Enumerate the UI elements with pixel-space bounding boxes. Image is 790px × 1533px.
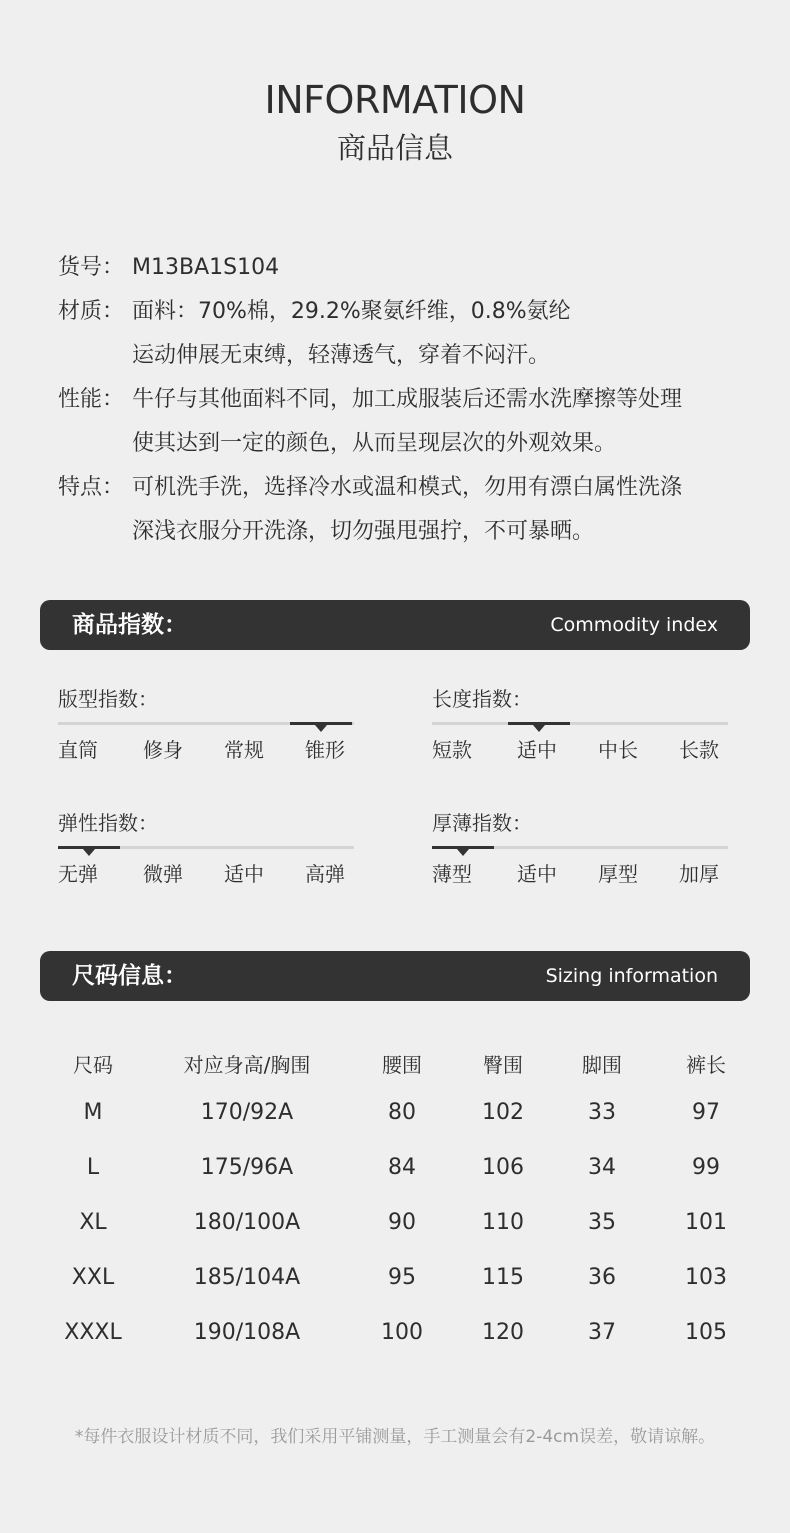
table-cell: 34 (588, 1155, 616, 1180)
table-cell: 101 (685, 1210, 727, 1235)
index-thickness (432, 809, 728, 886)
info-text: M13BA1S104 (132, 255, 280, 280)
index-track (58, 846, 354, 849)
table-cell: 190/108A (193, 1320, 301, 1345)
index-pointer-icon (315, 725, 327, 732)
table-cell: 84 (388, 1155, 416, 1180)
table-cell: XL (79, 1210, 107, 1235)
table-cell: 97 (692, 1100, 720, 1125)
info-text: 深浅衣服分开洗涤，切勿强甩强拧，不可暴晒。 (132, 519, 595, 544)
table-cell: 120 (482, 1320, 524, 1345)
info-label: 性能： (58, 387, 125, 412)
index-option: 微弹 (143, 862, 183, 886)
commodity-index-header (40, 600, 750, 650)
index-option: 适中 (517, 862, 557, 886)
index-option: 适中 (224, 862, 264, 886)
index-fit (58, 685, 354, 762)
index-length (432, 685, 728, 762)
table-cell: 180/100A (193, 1210, 301, 1235)
index-option: 直筒 (58, 738, 98, 762)
column-header: 裤长 (686, 1053, 726, 1077)
table-cell: 105 (685, 1320, 727, 1345)
index-elasticity (58, 809, 354, 886)
index-option: 长款 (679, 738, 719, 762)
page-title-cn: 商品信息 (336, 131, 453, 165)
table-cell: 175/96A (200, 1155, 294, 1180)
index-track (58, 722, 354, 725)
table-cell: M (83, 1100, 103, 1125)
column-header: 臀围 (483, 1053, 523, 1077)
index-option: 薄型 (432, 862, 472, 886)
index-label: 厚薄指数： (432, 811, 532, 835)
info-text: 牛仔与其他面料不同，加工成服装后还需水洗摩擦等处理 (132, 387, 683, 412)
index-option: 加厚 (679, 862, 719, 886)
info-row-material (58, 290, 778, 378)
info-text: 使其达到一定的颜色，从而呈现层次的外观效果。 (132, 431, 617, 456)
table-row (40, 1313, 750, 1368)
measurement-footnote: *每件衣服设计材质不同，我们采用平铺测量，手工测量会有2-4cm误差，敬请谅解。 (74, 1427, 716, 1447)
table-cell: 185/104A (193, 1265, 301, 1290)
index-option: 高弹 (305, 862, 345, 886)
table-cell: 33 (588, 1100, 616, 1125)
size-table-header (40, 1045, 750, 1093)
index-pointer-icon (533, 725, 545, 732)
info-row-performance (58, 378, 778, 466)
info-label: 货号： (58, 255, 125, 280)
table-cell: 110 (482, 1210, 524, 1235)
table-cell: 102 (482, 1100, 524, 1125)
index-label: 版型指数： (58, 687, 158, 711)
info-text: 运动伸展无束缚，轻薄透气，穿着不闷汗。 (132, 343, 551, 368)
sizing-header (40, 951, 750, 1001)
table-row (40, 1148, 750, 1203)
index-option: 短款 (432, 738, 472, 762)
commodity-index-title-en: Commodity index (550, 614, 718, 636)
table-cell: 100 (381, 1320, 423, 1345)
table-cell: 170/92A (200, 1100, 294, 1125)
index-label: 弹性指数： (58, 811, 158, 835)
commodity-index-title-cn: 商品指数： (72, 612, 187, 638)
table-row (40, 1203, 750, 1258)
table-cell: 35 (588, 1210, 616, 1235)
index-pointer-icon (457, 849, 469, 856)
column-header: 对应身高/胸围 (183, 1053, 311, 1077)
info-row-features (58, 466, 778, 554)
table-cell: 95 (388, 1265, 416, 1290)
index-option: 无弹 (58, 862, 98, 886)
column-header: 脚围 (582, 1053, 622, 1077)
product-info (58, 246, 778, 554)
table-cell: 103 (685, 1265, 727, 1290)
info-row-item-number (58, 246, 778, 290)
info-label: 材质： (58, 299, 125, 324)
table-row (40, 1093, 750, 1148)
index-option: 锥形 (305, 738, 345, 762)
sizing-title-cn: 尺码信息： (72, 963, 187, 989)
table-cell: L (86, 1155, 100, 1180)
page-title-en: INFORMATION (264, 78, 526, 122)
index-track (432, 846, 728, 849)
info-label: 特点： (58, 475, 125, 500)
table-cell: XXXL (64, 1320, 122, 1345)
table-cell: 36 (588, 1265, 616, 1290)
table-cell: 80 (388, 1100, 416, 1125)
table-cell: XXL (71, 1265, 115, 1290)
size-table (40, 1045, 750, 1368)
table-cell: 90 (388, 1210, 416, 1235)
index-track (432, 722, 728, 725)
column-header: 腰围 (382, 1053, 422, 1077)
info-text: 面料：70%棉，29.2%聚氨纤维，0.8%氨纶 (132, 299, 571, 324)
table-row (40, 1258, 750, 1313)
column-header: 尺码 (73, 1053, 113, 1077)
index-option: 常规 (224, 738, 264, 762)
table-cell: 106 (482, 1155, 524, 1180)
table-cell: 37 (588, 1320, 616, 1345)
index-label: 长度指数： (432, 687, 532, 711)
index-pointer-icon (83, 849, 95, 856)
table-cell: 99 (692, 1155, 720, 1180)
table-cell: 115 (482, 1265, 524, 1290)
index-option: 厚型 (598, 862, 638, 886)
info-text: 可机洗手洗，选择冷水或温和模式，勿用有漂白属性洗涤 (132, 475, 683, 500)
index-option: 适中 (517, 738, 557, 762)
index-option: 修身 (143, 738, 183, 762)
index-option: 中长 (598, 738, 638, 762)
sizing-title-en: Sizing information (545, 965, 718, 987)
